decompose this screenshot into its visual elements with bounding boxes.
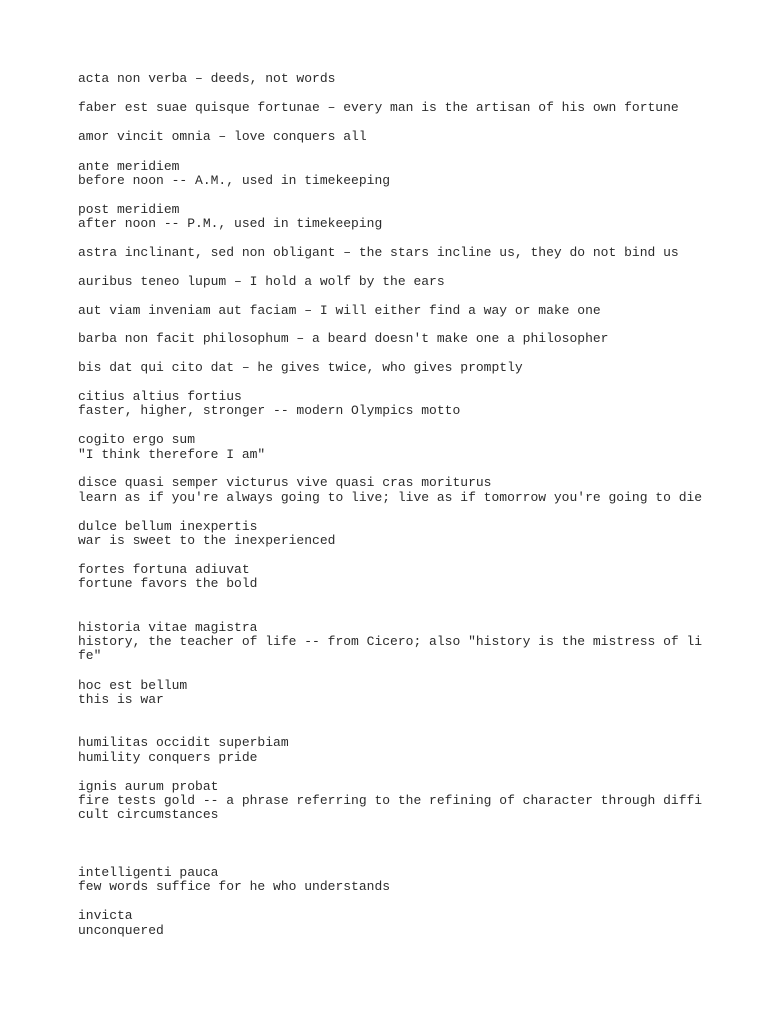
text-line: before noon -- A.M., used in timekeeping xyxy=(78,173,391,188)
text-line: learn as if you're always going to live; live as if tomorrow you're going to die xyxy=(78,490,703,505)
text-line: few words suffice for he who understands xyxy=(78,879,391,894)
text-line: ignis aurum probat xyxy=(78,779,219,794)
text-line: auribus teneo lupum – I hold a wolf by the ears xyxy=(78,274,445,289)
text-line: fortune favors the bold xyxy=(78,576,258,591)
text-line: cult circumstances xyxy=(78,807,219,822)
text-line: acta non verba – deeds, not words xyxy=(78,71,336,86)
text-line: aut viam inveniam aut faciam – I will either find a way or make one xyxy=(78,303,601,318)
text-line: dulce bellum inexpertis xyxy=(78,519,258,534)
text-line: humility conquers pride xyxy=(78,750,258,765)
text-line: war is sweet to the inexperienced xyxy=(78,533,336,548)
text-line: barba non facit philosophum – a beard doesn't make one a philosopher xyxy=(78,331,609,346)
text-line: citius altius fortius xyxy=(78,389,242,404)
text-line: amor vincit omnia – love conquers all xyxy=(78,129,367,144)
text-line: history, the teacher of life -- from Cicero; also "history is the mistress of li xyxy=(78,634,703,649)
text-line: astra inclinant, sed non obligant – the stars incline us, they do not bind us xyxy=(78,245,679,260)
text-line: "I think therefore I am" xyxy=(78,447,266,462)
text-line: fortes fortuna adiuvat xyxy=(78,562,250,577)
text-line: cogito ergo sum xyxy=(78,432,196,447)
text-line: ante meridiem xyxy=(78,159,180,174)
text-line: faster, higher, stronger -- modern Olympics motto xyxy=(78,403,461,418)
text-line: this is war xyxy=(78,692,164,707)
text-line: bis dat qui cito dat – he gives twice, who gives promptly xyxy=(78,360,523,375)
text-line: unconquered xyxy=(78,923,164,938)
text-line: faber est suae quisque fortunae – every man is the artisan of his own fortune xyxy=(78,100,679,115)
text-line: hoc est bellum xyxy=(78,678,188,693)
text-line: disce quasi semper victurus vive quasi cras moriturus xyxy=(78,475,492,490)
text-line: invicta xyxy=(78,908,133,923)
text-line: historia vitae magistra xyxy=(78,620,258,635)
text-line: intelligenti pauca xyxy=(78,865,219,880)
text-line: after noon -- P.M., used in timekeeping xyxy=(78,216,383,231)
text-line: humilitas occidit superbiam xyxy=(78,735,289,750)
text-line: fire tests gold -- a phrase referring to the refining of character through diffi xyxy=(78,793,703,808)
text-line: post meridiem xyxy=(78,202,180,217)
text-line: fe" xyxy=(78,648,102,663)
